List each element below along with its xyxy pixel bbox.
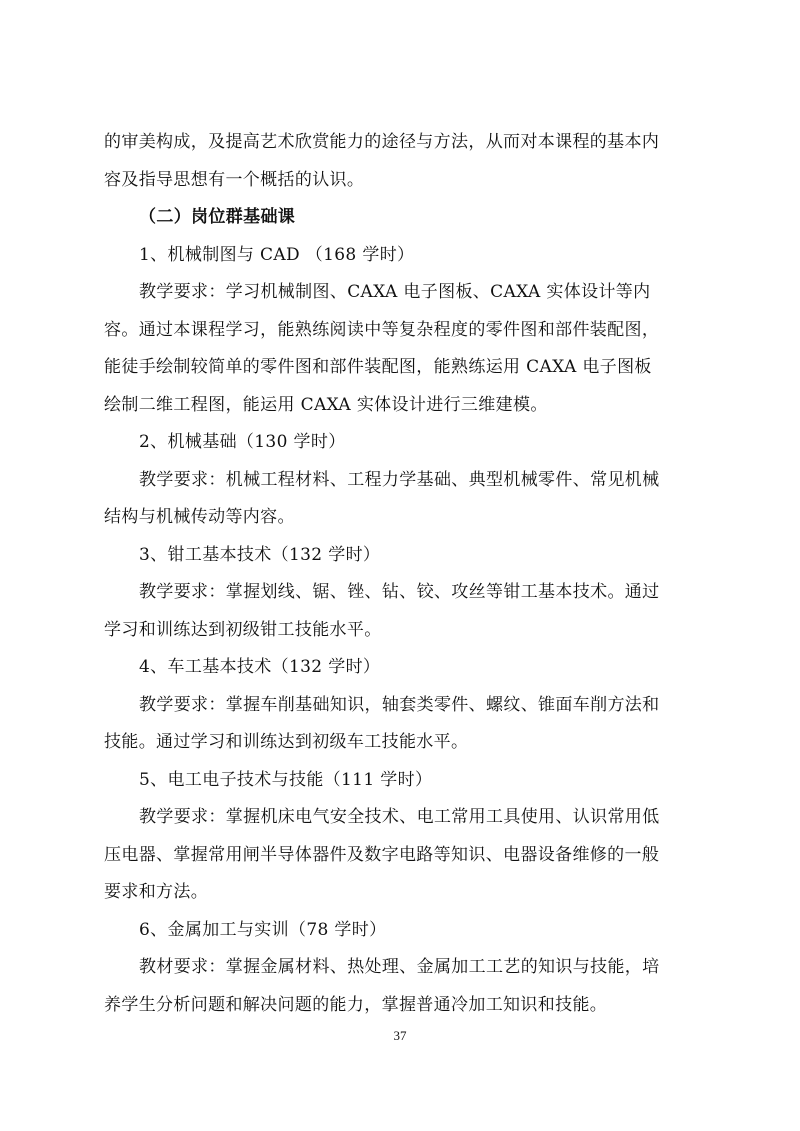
- course-title: 3、钳工基本技术（132 学时）: [139, 544, 381, 565]
- course-title: 1、机械制图与 CAD （168 学时）: [139, 244, 415, 265]
- course-title: 5、电工电子技术与技能（111 学时）: [139, 769, 433, 790]
- course-title: 6、金属加工与实训（78 学时）: [139, 919, 387, 940]
- paragraph-line: 教学要求：学习机械制图、CAXA 电子图板、CAXA 实体设计等内: [139, 282, 651, 302]
- paragraph-line: 教学要求：掌握车削基础知识，轴套类零件、螺纹、锥面车削方法和: [139, 694, 660, 715]
- paragraph-line: 压电器、掌握常用闸半导体器件及数字电路等知识、电器设备维修的一般: [104, 844, 660, 865]
- paragraph-line: 容。通过本课程学习，能熟练阅读中等复杂程度的零件图和部件装配图，: [104, 319, 660, 340]
- paragraph-line: 教学要求：掌握机床电气安全技术、电工常用工具使用、认识常用低: [139, 807, 660, 827]
- paragraph-line: 教材要求：掌握金属材料、热处理、金属加工工艺的知识与技能，培: [139, 957, 660, 977]
- page-number: 37: [393, 1028, 407, 1043]
- paragraph-line: 绘制二维工程图，能运用 CAXA 实体设计进行三维建模。: [104, 394, 548, 415]
- paragraph-line: 学习和训练达到初级钳工技能水平。: [104, 619, 382, 640]
- course-title: 2、机械基础（130 学时）: [139, 432, 346, 452]
- paragraph-line: 能徒手绘制较简单的零件图和部件装配图，能熟练运用 CAXA 电子图板: [104, 357, 652, 377]
- paragraph-line: 的审美构成，及提高艺术欣赏能力的途径与方法，从而对本课程的基本内: [104, 132, 660, 152]
- paragraph-line: 教学要求：机械工程材料、工程力学基础、典型机械零件、常见机械: [139, 469, 660, 490]
- paragraph-line: 结构与机械传动等内容。: [104, 507, 295, 527]
- paragraph-line: 技能。通过学习和训练达到初级车工技能水平。: [104, 732, 469, 752]
- paragraph-line: 容及指导思想有一个概括的认识。: [104, 169, 365, 190]
- document-body: [104, 124, 699, 1024]
- paragraph-line: 教学要求：掌握划线、锯、锉、钻、铰、攻丝等钳工基本技术。通过: [139, 582, 660, 602]
- paragraph-line: 养学生分析问题和解决问题的能力，掌握普通冷加工知识和技能。: [104, 994, 608, 1015]
- section-heading: （二）岗位群基础课: [139, 207, 296, 227]
- course-title: 4、车工基本技术（132 学时）: [139, 657, 381, 677]
- paragraph-line: 要求和方法。: [104, 882, 209, 902]
